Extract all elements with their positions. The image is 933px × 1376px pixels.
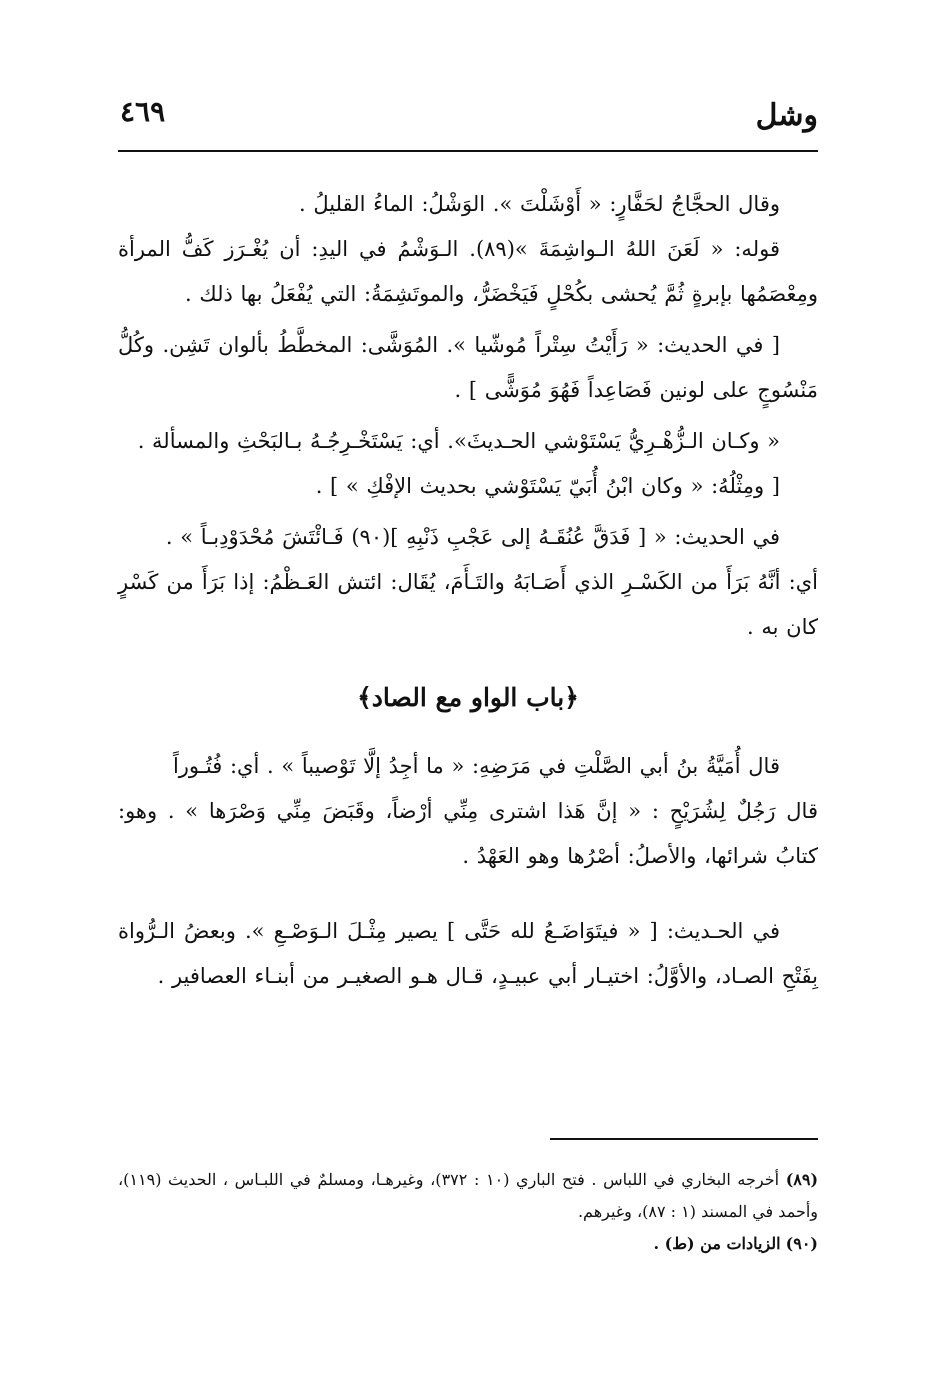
footnote: [118, 1164, 818, 1228]
entry-paragraph: أي: أنَّهُ بَرَأَ من الكَسْـرِ الذي أَصَـابَهُ والتَـأَمَ، يُقَال: ائتش العَـظْمُ: إذا بَرَأَ من كَسْرٍ كان به .: [118, 570, 818, 639]
footnote-label: (٨٩): [785, 1170, 819, 1189]
entry-paragraph: [ في الحديث: « رَأَيْتُ سِتْراً مُوشّيا ». المُوَشَّى: المخطَّطُ بألوان تَشِن. وكُلُّ مَنْسُوجٍ على لونين فَصَاعِداً فَهُوَ مُوَشًّى ] .: [118, 333, 818, 402]
header-rule: [118, 150, 818, 152]
footnote: [118, 1228, 818, 1260]
entry-paragraph: وقال الحجَّاجُ لحَفَّارٍ: « أَوْشَلْتَ ». الوَشْلُ: الماءُ القليلُ .: [299, 192, 780, 216]
page-number: ٤٦٩: [120, 95, 166, 128]
entry-paragraph: [ ومِثْلُهُ: « وكان ابْنُ أُبَيّ يَسْتَوْشي بحديث الإفْكِ » ] .: [315, 474, 780, 498]
footnote-text: الزيادات من (ط) .: [653, 1234, 781, 1253]
page-header: [118, 86, 818, 142]
entry-paragraph: « وكـان الـزُّهْـرِيُّ يَسْتَوْشي الحـديثَ». أي: يَسْتَخْـرِجُـهُ بـالبَحْثِ والمسألة .: [137, 429, 780, 453]
entry-paragraph: في الحـديث: [ « فيتَوَاضَـعُ لله حَتَّى ] يصير مِثْـلَ الـوَصْـعِ ». وبعضُ الـرُّواة بِفَتْحِ الصـاد، والأوَّلُ: اختيـار أبي عبيـدٍ، قـال هـو الصغيـر من أبنـاء العصافير .: [118, 919, 818, 988]
entry-paragraph: قال رَجُلٌ لِشُرَيْحٍ : « إنَّ هَذا اشترى مِنِّي أرْضاً، وقَبَضَ مِنِّي وَصْرَها » . وهو: كتابُ شرائها، والأصلُ: أصْرُها وهو العَهْدُ .: [118, 799, 818, 868]
entry-paragraph: في الحديث: « [ فَدَقَّ عُنُقَـهُ إلى عَجْبِ ذَنْبِهِ ](٩٠) فَـائْتَشَ مُحْدَوْدِبـاً » .: [165, 525, 780, 549]
footnote-text: أخرجه البخاري في اللباس . فتح الباري (١٠ : ٣٧٢)، وغيرهـا، ومسلمٌ في اللبـاس ، الحديث (١١٩)، وأحمد في المسند (١ : ٨٧)، وغيرهم.: [118, 1170, 818, 1221]
running-head: وشل: [755, 98, 818, 133]
main-text: [118, 182, 818, 999]
footnote-label: (٩٠): [785, 1234, 818, 1253]
footnotes: [118, 1164, 818, 1260]
chapter-title: ﴿باب الواو مع الصاد﴾: [357, 683, 579, 712]
entry-paragraph: قال أُمَيَّةُ بنُ أبي الصَّلْتِ في مَرَضِهِ: « ما أجِدُ إلَّا تَوْصيباً » . أي: فُتُـوراً: [172, 754, 780, 778]
entry-paragraph: قوله: « لَعَنَ اللهُ الـواشِمَةَ »(٨٩). الـوَشْمُ في اليدِ: أن يُغْـرَز كَفُّ المرأة ومِعْصَمُها بإبرةٍ ثُمَّ يُحشى بكُحْلٍ فَيَخْضَرُّ، والموتَشِمَةُ: التي يُفْعَلُ بها ذلك .: [118, 237, 818, 306]
footnote-rule: [550, 1138, 818, 1140]
book-page: [118, 0, 818, 1376]
